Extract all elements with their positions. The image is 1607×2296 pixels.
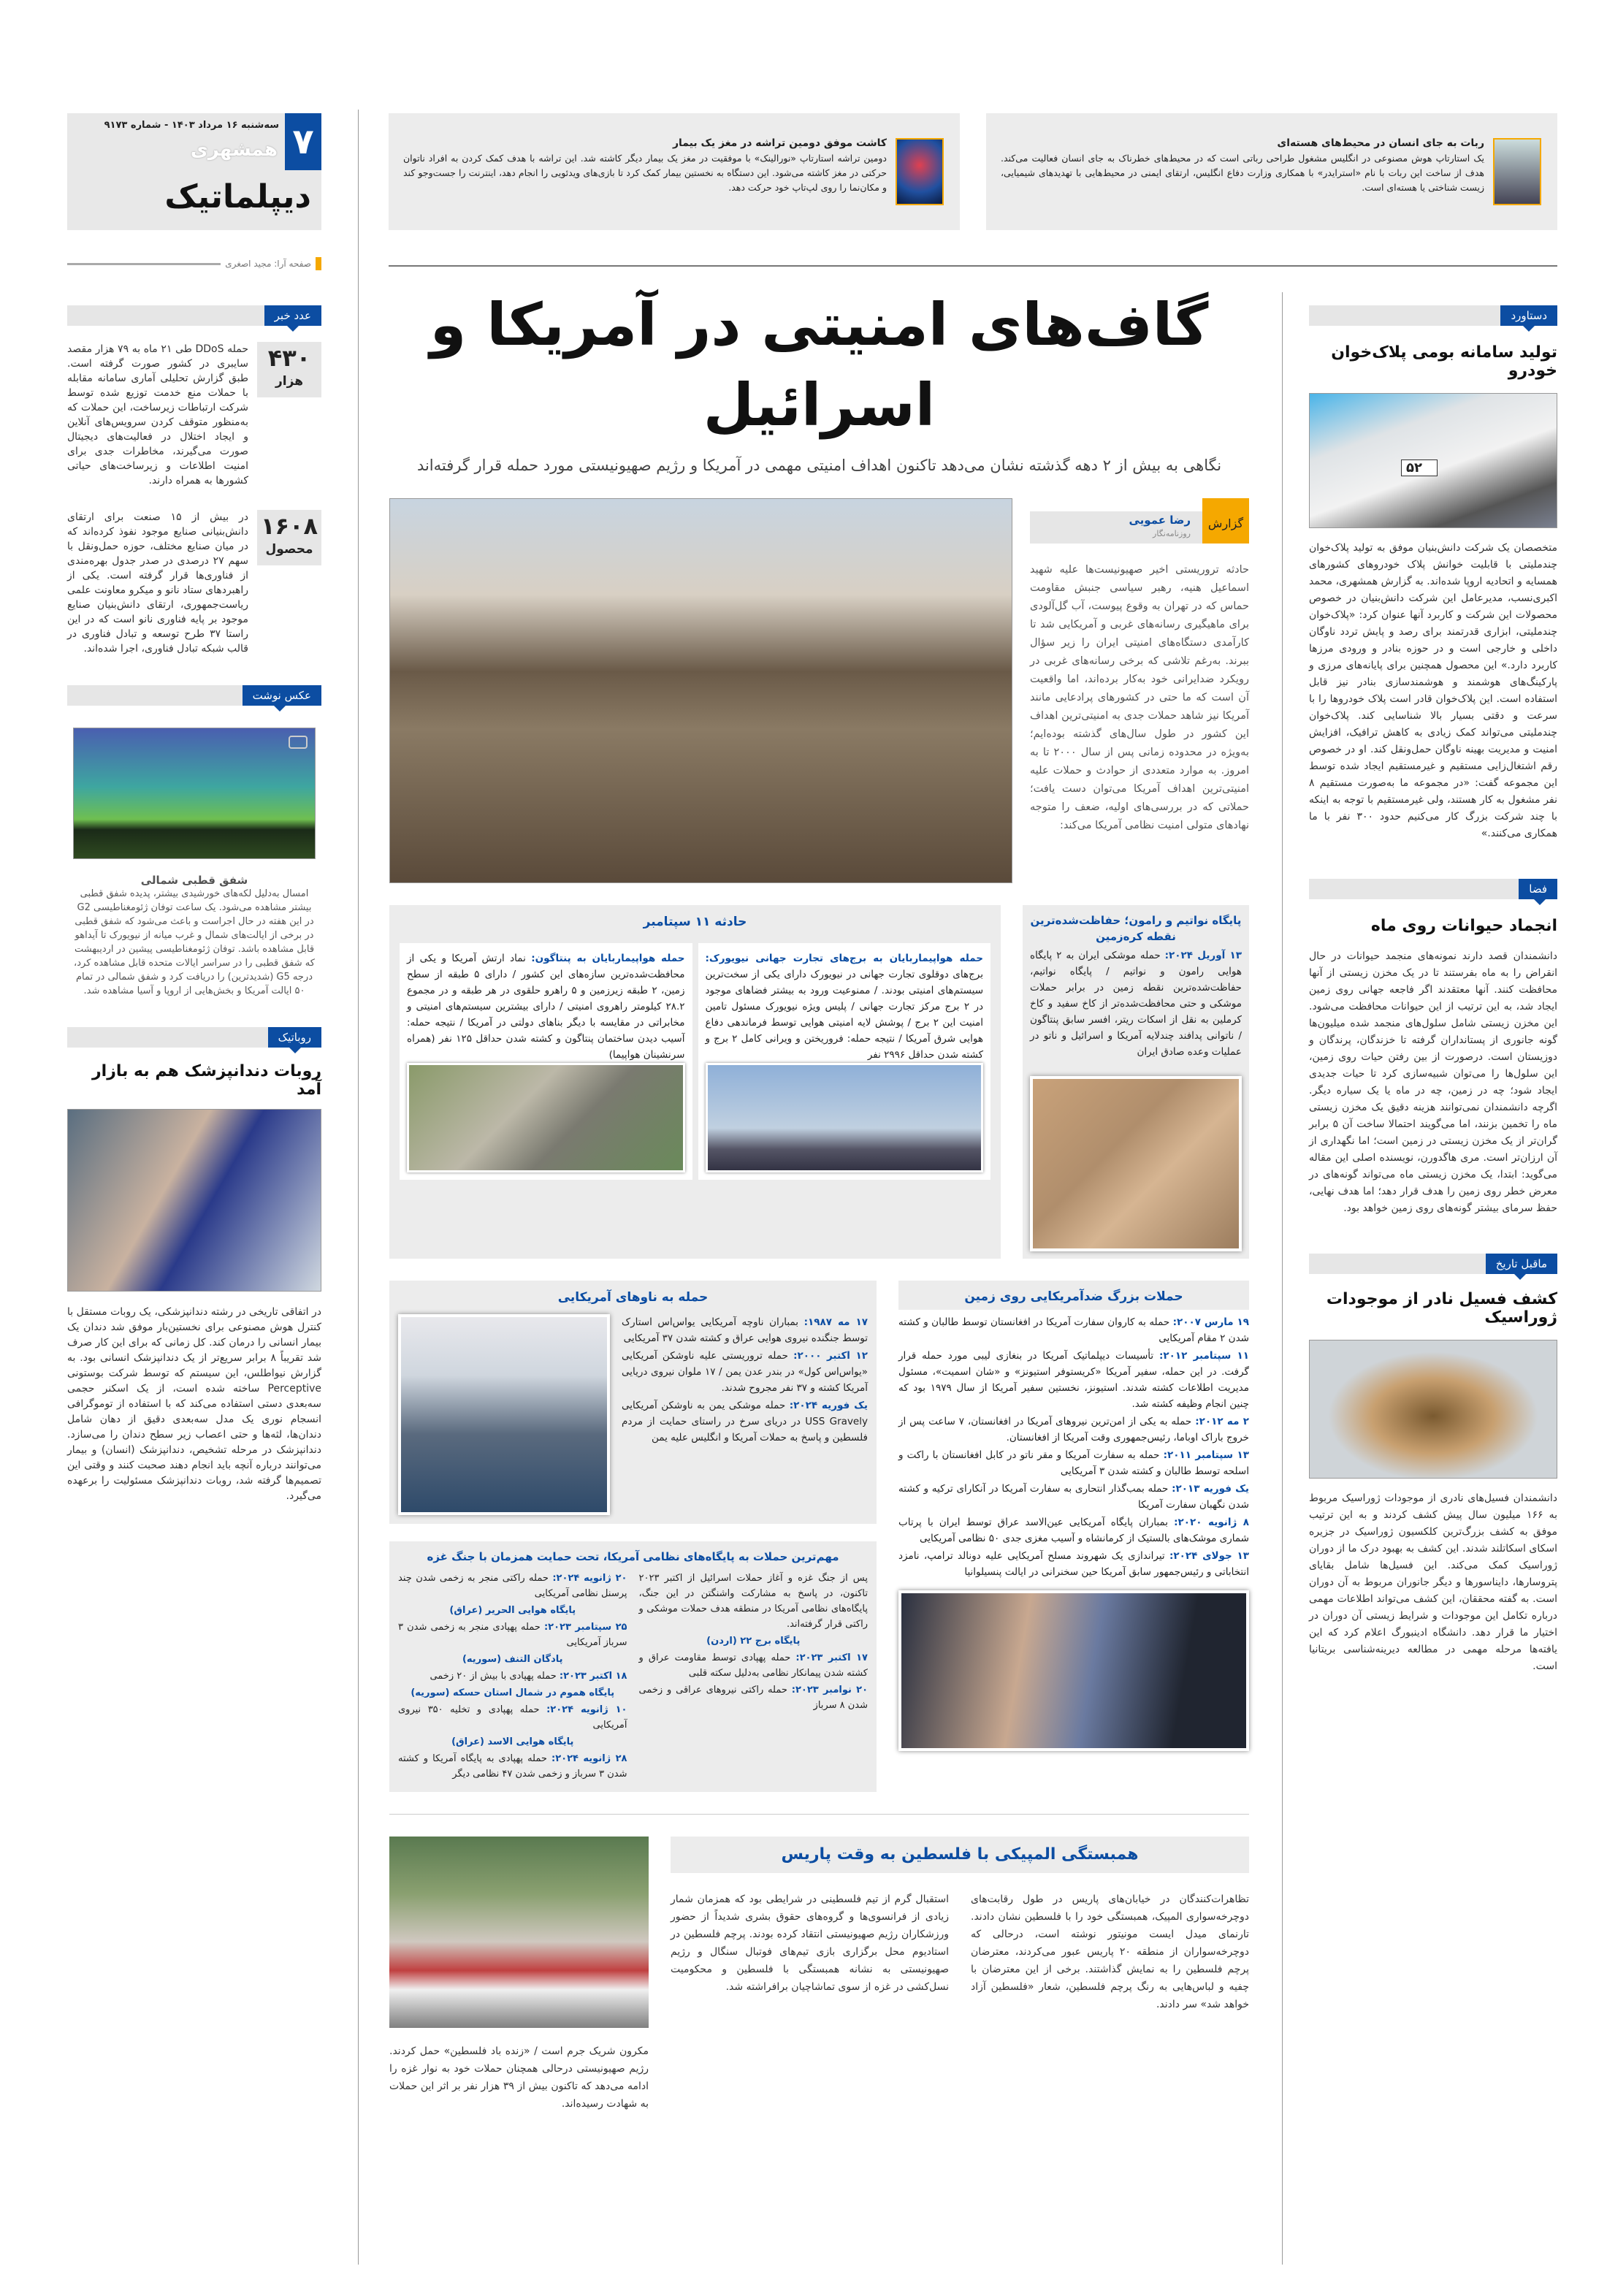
camera-icon: [289, 736, 308, 749]
section-logo: دیپلماتیک: [164, 178, 311, 216]
teaser-title: کاشت موفق دومین تراشه در مغز یک بیمار: [672, 137, 887, 149]
event-item: ۲۵ سپتامبر ۲۰۲۳: حمله پهپادی منجر به زخمی شدن ۳ سرباز آمریکایی: [398, 1622, 627, 1648]
row-attacks: [389, 1281, 1249, 1792]
article-body: دانشمندان فسیل‌های نادری از موجودات ژوراسیک مربوط به ۱۶۶ میلیون سال پیش کشف کردند و به این ترتیب موفق به کشف بزرگ‌ترین کلکسیون ژوراسیک در جزیره اسکای اسکاتلند شدند. این کشف به بهبود درک ما از دوران ژوراسیک کمک می‌کند. این فسیل‌ها شامل بقایای پتروسارها، دایناسورها و دیگر جانوران مربوط به آن دوران است. به گفته محققان، این کشف می‌تواند اطلاعات مهمی درباره تکامل این موجودات و شرایط زیستی آن دوران در اختیار ما قرار دهد. دانشگاه ادینبورگ اعلام کرد که این یافته‌ها مرحله مهمی در مطالعه دیرینه‌شناسی بریتانیا است.: [1309, 1492, 1557, 1672]
faza-section: [1309, 879, 1557, 1217]
event-item: یک فوریه ۲۰۲۴: حمله موشکی یمن به ناوشکن آمریکایی USS Gravely در دریای سرخ در راستای حمایت از مردم فلسطین و پاسخ به حملات آمریکا و انگلیس علیه یمن: [622, 1400, 868, 1443]
masthead: [67, 113, 321, 230]
olympic-col2: استقبال گرم از تیم فلسطینی در شرایطی بود که همزمان شمار زیادی از فرانسوی‌ها و گروه‌های حقوق بشری شدیداً از حضور ورزشکاران رژیم صهیونیستی انتقاد کرده بودند. پرچم فلسطین در استادیوم محل برگزاری بازی تیم‌های فوتبال سنگال و رژیم صهیونیستی به نشانه همبستگی با فلسطین و محکومیت نسل‌کشی در غزه از سوی تماشاچیان برافراشته شد.: [671, 1893, 949, 1993]
event-item: ۱۰ ژانویه ۲۰۲۴: حمله پهپادی و تخلیه ۳۵۰ نیروی آمریکایی: [398, 1704, 627, 1731]
box-title: مهم‌ترین حملات به پایگاه‌های نظامی آمریکا، تحت حمایت همزمان با جنگ غزه: [427, 1550, 839, 1563]
article-title: انجماد حیوانات روی ماه: [1370, 917, 1557, 935]
fossil-photo: [1309, 1340, 1557, 1479]
section-tag: فضا: [1519, 879, 1557, 899]
gaza-bases-attacks: [389, 1541, 877, 1792]
ground-attacks: [898, 1281, 1249, 1751]
event-item: ۲ مه ۲۰۱۲: حمله به یکی از امن‌ترین نیروهای آمریکا در افغانستان، ۷ ساعت پس از خروج باراک اوباما، رئیس‌جمهوری وقت آمریکا از افغانستان.: [898, 1416, 1249, 1443]
article-title: روبات دندانپزشک هم به بازار آمد: [92, 1062, 321, 1099]
olympic-section: [389, 1837, 1249, 2113]
article-title: تولید سامانه بومی پلاک‌خوان خودرو: [1331, 343, 1557, 380]
teaser-body: دومین تراشه استارتاپ «نورالینک» با موفقیت در مغز یک بیمار دیگر کاشته شد. این تراشه با هدف کمک کردن به افراد ناتوان حرکتی در مغز کاشته می‌شود. این دستگاه به نخستین بیمار کمک کرد تا بازی‌های ویدئویی را انجام دهد، اینترنت را جست‌وجو کند و مکان‌نما را روی لپ‌تاپ خود حرکت دهد.: [403, 153, 887, 193]
stat-text: در بیش از ۱۵ صنعت برای ارتقای دانش‌بنیانی صنایع موجود نفوذ کرده‌اند که در میان صنایع مختلف، حوزه حمل‌ونقل با سهم ۲۷ درصدی در صدر جدول بهره‌مندی از فناوری‌ها قرار گرفته است. یکی از راهبردهای ستاد نانو و میکرو معاونت علمی ریاست‌جمهوری، ارتقای دانش‌بنیان صنایع موجود بر پایه فناوری نانو است که در این راستا ۳۷ طرح توسعه و تبادل فناوری در قالب شبکه تبادل فناوری، اجرا شده‌اند.: [67, 511, 249, 655]
event-label: حمله هواپیماربایان به برج‌های تجارت جهانی نیویورک:: [705, 953, 983, 964]
event-item: ۱۲ اکتبر ۲۰۰۰: حمله تروریستی علیه ناوشکن آمریکایی «یواس‌اس کول» در بندر عدن یمن / ۱۷ ملوان نیروی دریایی آمریکا کشته و ۳۷ نفر مجروح شدند.: [622, 1350, 868, 1394]
event-text: نماد ارتش آمریکا و یکی از محافظت‌شده‌ترین سازه‌های این کشور / دارای ۵ طبقه از سطح زمین، ۲ طبقه زیرزمین و ۵ راهرو حلقوی در هر طبقه و در مجموع ۲۸.۲ کیلومتر راهروی امنیتی / دارای بیشترین سیستم‌های امنیتی و مخابراتی در مقایسه با دیگر بناهای دولتی در آمریکا / نتیجه حمله: آسیب دیدن ساختمان پنتاگون و کشته شدن حداقل ۱۲۵ نفر (همراه سرنشینان هواپیما): [407, 953, 685, 1061]
middle-column: [389, 285, 1249, 2113]
olympic-col3: مکرون شریک جرم است / «زنده باد فلسطین» حمل کردند. رژیم صهیونیستی درحالی همچنان حملات خود به نوار غزه را ادامه می‌دهد که تاکنون بیش از ۳۹ هزار نفر بر اثر این حملات به شهادت رسیده‌اند.: [389, 2045, 649, 2110]
event-item: ۱۷ اکتبر ۲۰۲۳: حمله پهپادی توسط مقاومت عراق و کشته شدن پیمانکار نظامی به‌دلیل سکته قلبی: [638, 1652, 868, 1679]
event-item: ۱۷ مه ۱۹۸۷: بمباران ناوچه آمریکایی یواس‌اس استارک توسط جنگنده نیروی هوایی عراق و کشته شدن ۳۷ آمریکایی: [622, 1316, 868, 1344]
plate-number: ۵۲: [1401, 459, 1438, 476]
wtc-photo: [706, 1063, 984, 1172]
event-item: ۲۸ ژانویه ۲۰۲۴: حمله پهپادی به پایگاه آمریکا و کشته شدن ۳ سرباز و زخمی شدن ۴۷ نظامی دیگر: [398, 1753, 627, 1780]
designer-credit: [67, 257, 321, 270]
section-tag: عکس نوشت: [243, 685, 321, 706]
stat-number: ۱۶۰۸: [260, 512, 318, 540]
supplement-logo: همشهری: [190, 139, 278, 161]
adad-khabar-section: [67, 305, 321, 656]
warship-photo: [398, 1314, 610, 1515]
box-title: حملات بزرگ ضدآمریکایی روی زمین: [898, 1281, 1249, 1310]
brain-photo: [896, 138, 944, 205]
teaser-nuclear-robot[interactable]: [986, 113, 1557, 230]
nevatim-satellite-map: [1030, 1076, 1242, 1251]
divider: [389, 1814, 1249, 1815]
car-plate-photo: [1309, 393, 1557, 528]
event-item: ۱۳ سپتامبر ۲۰۱۱: حمله به سفارت آمریکا و مقر ناتو در کابل افغانستان با راکت و اسلحه توسط طالبان و کشته شدن ۳ آمریکایی: [898, 1449, 1249, 1477]
dastavard-section: [1309, 305, 1557, 842]
teaser-body: یک استارتاپ هوش مصنوعی در انگلیس مشغول طراحی رباتی است که در محیط‌های خطرناک به جای انسان فعالیت می‌کند. هدف از ساخت این ربات با نام «استرایدر» با همکاری وزارت دفاع انگلیس، ارتقای ایمنی در محیط‌هایی با تهدیدهای شیمیایی، زیست شناختی یا هسته‌ای است.: [1001, 153, 1484, 193]
main-photo-wreckage: [389, 498, 1012, 883]
author-role: روزنامه‌نگار: [1153, 529, 1191, 538]
event-item: ۱۹ مارس ۲۰۰۷: حمله به کاروان سفارت آمریکا در افغانستان توسط طالبان و کشته شدن ۲ مقام آمریکایی: [898, 1316, 1249, 1344]
aurora-photo: [73, 728, 316, 859]
event-item: ۸ ژانویه ۲۰۲۰: بمباران پایگاه آمریکایی عین‌الاسد عراق توسط ایران با پرتاب شماری موشک‌های بالستیک از کرمانشاه و آسیب مغزی جدی ۵۰ نظامی آمریکایی: [898, 1517, 1250, 1544]
stat-text: حمله DDoS طی ۲۱ ماه به ۷۹ هزار مقصد سایبری در کشور صورت گرفته است. طبق گزارش تحلیلی آماری سامانه مقابله با حملات منع خدمت توزیع شده توسط شرکت ارتباطات زیرساخت، این حملات که به‌منظور متوقف کردن سرویس‌های آنلاین و ایجاد اختلال در فعالیت‌های دیجیتال صورت می‌گیرند، مخاطرات جدی برای امنیت اطلاعات و زیرساخت‌های حیاتی کشورها به همراه دارند.: [67, 343, 249, 487]
main-subtitle: نگاهی به بیش از ۲ دهه گذشته نشان می‌دهد تاکنون اهداف امنیتی مهمی در آمریکا و رژیم صهیونیستی مورد حمله قرار گرفته‌اند: [416, 457, 1222, 474]
dentist-robot-photo: [67, 1109, 321, 1292]
olympic-title: همبستگی المپیکی با فلسطین به وقت پاریس: [671, 1837, 1249, 1873]
event-date: ۱۳ آوریل ۲۰۲۴:: [1164, 950, 1243, 961]
base-name: پایگاه هوایی الحریر (عراق): [449, 1605, 576, 1616]
byline: [1030, 498, 1249, 544]
base-name: پایگاه هوایی الاسد (عراق): [451, 1736, 574, 1747]
base-name: پایگاه هموم در شمال استان حسکه (سوریه): [411, 1687, 615, 1698]
stat-number: ۴۳۰: [267, 344, 311, 372]
teaser-title: ربات به جای انسان در محیط‌های هسته‌ای: [1277, 137, 1484, 149]
pentagon-photo: [407, 1063, 685, 1172]
base-name: پادگان التنف (سوریه): [462, 1654, 563, 1665]
stat-unit: محصول: [265, 542, 313, 557]
article-title: کشف فسیل نادر از موجودات ژوراسیک: [1326, 1290, 1557, 1327]
nevatim-box: [1023, 905, 1249, 1259]
bases-intro: پس از جنگ غزه و آغاز حملات اسرائیل از اکتبر ۲۰۲۳ تاکنون، در پاسخ به مشارکت واشنگتن در این جنگ، پایگاه‌های نظامی آمریکا در منطقه هدف حملات موشکی و راکتی قرار گرفته‌اند.: [638, 1573, 868, 1630]
box-title: حمله به ناوهای آمریکایی: [557, 1290, 709, 1305]
section-tag: دستاورد: [1500, 305, 1557, 326]
main-row: [389, 498, 1249, 883]
designer-name: صفحه آرا: مجید اصغری: [225, 259, 311, 269]
photo-essay-section: [67, 685, 321, 998]
box-title: پایگاه نواتیم و رامون؛ حفاظت‌شده‌ترین نقطه کره‌زمین: [1030, 914, 1242, 943]
accent-mark: [316, 257, 321, 270]
main-headline: گاف‌های امنیتی در آمریکا و اسرائیل: [430, 291, 1209, 439]
sept11-box: [389, 905, 1001, 1259]
date-issue: سه‌شنبه ۱۶ مرداد ۱۴۰۳ - شماره ۹۱۷۳: [104, 120, 279, 131]
section-tag: ماقبل تاریخ: [1486, 1254, 1557, 1274]
base-name: پایگاه برج ۲۲ (اردن): [706, 1636, 801, 1647]
teaser-neuralink[interactable]: [389, 113, 960, 230]
event-item: ۱۳ جولای ۲۰۲۴: تیراندازی یک شهروند مسلح آمریکایی علیه دونالد ترامپ، نامزد انتخاباتی و رئیس‌جمهور سابق آمریکا حین سخنرانی در ایالت پنسیلوانیا: [898, 1550, 1249, 1578]
article-body: دانشمندان قصد دارند نمونه‌های منجمد حیوانات در حال انقراض را به ماه بفرستند تا در یک مخزن زیستی از آنها محافظت کنند. آنها معتقدند اگر فاجعه جهانی روی زمین ایجاد شد، به این ترتیب از این حیوانات محافظت می‌شود. این مخزن زیستی شامل سلول‌های منجمد شده میلیون‌ها گونه جانوری از پستانداران گرفته تا خزندگان، پرندگان و دوزیستان است. درصورت از بین رفتن حیات روی زمین، این سلول‌ها را می‌توان شبیه‌سازی کرد تا حیات جدیدی ایجاد شود؛ چه در زمین، چه در ماه یا یک سیاره دیگر. اگرچه دانشمندان نمی‌توانند هزینه دقیق یک مخزن زیستی ماه را تخمین بزنند، اما می‌گویند احتمالا ساخت آن ۵ برابر گران‌تر از یک مخزن زیستی در زمین است؛ اما نگهداری از آن ارزان‌تر است. مری هاگدورن، نویسنده اصلی این مقاله می‌گوید: ابتدا، یک مخزن زیستی ماه می‌تواند گونه‌های در معرض خطر روی زمین را هدف قرار دهد؛ اما هدف نهایی، حفظ سرمای بیشتر گونه‌های روی زمین خواهد بود.: [1309, 950, 1557, 1214]
naval-attacks: [389, 1281, 877, 1524]
kicker: گزارش: [1202, 498, 1249, 544]
olympic-photo: [389, 1837, 649, 2028]
right-column: [1309, 305, 1557, 1675]
row-nevatim-sept11: [389, 905, 1249, 1259]
section-tag: عدد خبر: [264, 305, 321, 326]
photo-caption: امسال به‌دلیل لکه‌های خورشیدی بیشتر، پدیده شفق قطبی بیشتر مشاهده می‌شود. یک ساعت توفان ژئومغناطیسی G2 در این هفته در حال اجراست و باعث می‌شود که شفق قطبی در برخی از ایالت‌های شمال و غرب میانه از نیویورک تا آیداهو قابل مشاهده باشد. توفان ژئومغناطیسی پیشین در اردیبهشت که شفق قطبی را در سراسر ایالات متحده قابل مشاهده کرد، درجه G5 (شدیدترین) را دریافت کرد و شفق شمالی در تمام ۵۰ ایالت آمریکا و بخش‌هایی از اروپا و آسیا مشاهده شد.: [74, 888, 315, 996]
main-lead: حادثه تروریستی اخیر صهیونیست‌ها علیه شهید اسماعیل هنیه، رهبر سیاسی جنبش مقاومت حماس که در تهران به وقوع پیوست، آب گل‌آلودی برای ماهیگیری رسانه‌های غربی و آمریکایی شد تا کارآمدی دستگاه‌های امنیتی ایران را زیر سؤال ببرند. به‌رغم تلاشی که برخی رسانه‌های غربی در رویکرد ضدایرانی خود به‌کار برده‌اند، اما واقعیت آن است که ما حتی در کشورهای پرادعایی مانند آمریکا نیز شاهد حملات جدی به امنیتی‌ترین اهداف این کشور در طول سال‌های گذشته بوده‌ایم؛ به‌ویژه در محدوده زمانی پس از سال ۲۰۰۰ تا به امروز. به موارد متعددی از حوادث و حملات علیه امنیتی‌ترین اهداف آمریکا می‌توان دست یافت؛ حملاتی که در بررسی‌های اولیه، ضعف را متوجه نهادهای متولی امنیت نظامی آمریکا می‌کند:: [1030, 564, 1249, 831]
article-body: متخصصان یک شرکت دانش‌بنیان موفق به تولید پلاک‌خوان چندملیتی با قابلیت خوانش پلاک خودروهای کشورهای همسایه و اتحادیه اروپا شده‌اند. به گزارش همشهری، محمد اکبری‌نسب، مدیرعامل این شرکت دانش‌بنیان در خصوص محصولات این شرکت و کاربرد آنها عنوان کرد: «پلاک‌خوان چندملیتی، ابزاری قدرتمند برای رصد و پایش تردد ناوگان داخلی و خارجی است و در حوزه بنادر و ورودی مرزها کاربرد دارد.» این محصول همچنین برای پایانه‌های مرزی و پارکینگ‌های هوشمند و هوشمندسازی بنادر نیز قابل استفاده است. این پلاک‌خوان قادر است پلاک خودروها را با سرعت و دقتی بسیار بالا شناسایی کند. پلاک‌خوان چندملیتی می‌تواند کمک زیادی به کاهش ترافیک، افزایش امنیت و مدیریت بهینه ناوگان حمل‌ونقل کند. او در خصوص رقم اشتغال‌زایی مستقیم و غیرمستقیم ایجاد شده توسط این مجموعه گفت: «در مجموعه ما به‌صورت مستقیم ۸ نفر مشغول به کار هستند، ولی غیرمستقیم با توجه به اینکه با چند شرکت بزرگ کار می‌کنیم حدود ۳۰۰ نفر با ما همکاری می‌کنند.»: [1309, 542, 1557, 839]
event-item: ۲۰ ژانویه ۲۰۲۴: حمله راکتی منجر به زخمی شدن چند پرسنل نظامی آمریکایی: [398, 1573, 627, 1599]
author-name: رضا عمویی: [1129, 514, 1191, 527]
page-number: ۷: [285, 113, 321, 170]
trump-shooting-photo: [898, 1590, 1249, 1751]
event-item: ۱۱ سپتامبر ۲۰۱۲: تأسیسات دیپلماتیک آمریکا در بنغازی لیبی مورد حمله قرار گرفت. در این حمله، سفیر آمریکا «کریستوفر استیونز» و «شان اسمیت»، مسئول مدیریت اطلاعات کشته شدند. استیونز، نخستین سفیر آمریکا از سال ۱۹۷۹ بود که چنین انجام وظیفه کشته شد.: [898, 1350, 1249, 1410]
stat-unit: هزار: [275, 374, 303, 389]
olympic-col1: تظاهرات‌کنندگان در خیابان‌های پاریس در طول رقابت‌های دوچرخه‌سواری المپیک، همبستگی خود را با فلسطین نشان دادند. تارنمای میدل ایست مونیتور نوشته است، درحالی که دوچرخه‌سواران از منطقه ۲۰ پاریس عبور می‌کردند، معترضان پرچم فلسطین را به نمایش گذاشتند. برخی از این معترضان با چفیه و لباس‌هایی به رنگ پرچم فلسطین، شعار «فلسطین آزاد خواهد شد» سر دادند.: [971, 1893, 1249, 2010]
robotic-section: [67, 1027, 321, 1504]
event-item: یک فوریه ۲۰۱۳: حمله بمب‌گذار انتحاری به سفارت آمریکا در آنکارای ترکیه و کشته شدن نگهبان سفارت آمریکا: [898, 1483, 1250, 1511]
article-body: در اتفاقی تاریخی در رشته دندانپزشکی، یک روبات مستقل با کنترل هوش مصنوعی برای نخستین‌بار موفق شد دندان یک بیمار انسانی را درمان کند. کل زمانی که برای این کار صرف شد تقریباً ۸ برابر سریع‌تر از یک دندانپزشک انسانی بود. به گزارش نیواطلس، این سیستم که توسط شرکت بوستونی Perceptive ساخته شده است، از یک اسکنر حجمی سه‌بعدی دستی استفاده می‌کند که با استفاده از توموگرافی انسجام نوری یک مدل سه‌بعدی دقیق از دهان شامل دندان‌ها، لثه‌ها و حتی اعصاب زیر سطح دندان را می‌سازد. دندانپزشک در مرحله تشخیص، دندانپزشک (انسان) و بیمار می‌توانند درباره آنچه باید انجام دهند صحبت کنند و وقتی این تصمیم‌ها گرفته شد، روبات دندانپزشک مسئولیت را برعهده می‌گیرد.: [67, 1306, 321, 1502]
prehistory-section: [1309, 1254, 1557, 1675]
event-item: ۲۰ نوامبر ۲۰۲۳: حمله راکتی نیروهای عراقی و زخمی شدن ۸ سرباز: [638, 1685, 869, 1711]
event-text: حمله موشکی ایران به ۲ پایگاه هوایی رامون و نواتیم / پایگاه نواتیم، حفاظت‌شده‌ترین نقطه زمین در برابر حملات موشکی و حتی محافظت‌شده‌تر از کاخ سفید و کاخ کرملین به نقل از اسکات ریتر، افسر سابق پنتاگون / ناتوانی پدافند چندلایه آمریکا و اسرائیل و ناتو در عملیات وعده صادق ایران: [1030, 950, 1242, 1058]
robot-photo: [1493, 138, 1541, 205]
event-label: حمله هواپیماربایان به پنتاگون:: [531, 953, 685, 964]
left-column: [67, 305, 321, 1504]
box-title: حادثه ۱۱ سپتامبر: [643, 915, 747, 929]
event-text: برج‌های دوقلوی تجارت جهانی در نیویورک دارای یکی از سخت‌ترین سیستم‌های امنیتی بودند. / ممنوعیت ورود به بیشتر فضاهای موجود در ۲ برج مرکز تجارت جهانی / پلیس ویژه نیویورک مسئول تامین امنیت این ۲ برج / پوشش لایه امنیتی هوایی توسط فرماندهی دفاع هوایی شرق آمریکا / نتیجه حمله: فروریختن و ویرانی کامل ۲ برج و کشته شدن حداقل ۲۹۹۶ نفر: [705, 969, 983, 1061]
event-item: ۱۸ اکتبر ۲۰۲۳: حمله پهپادی با بیش از ۲۰ زخمی: [430, 1671, 627, 1682]
section-tag: روباتیک: [268, 1027, 321, 1048]
photo-title: شفق قطبی شمالی: [140, 874, 248, 887]
